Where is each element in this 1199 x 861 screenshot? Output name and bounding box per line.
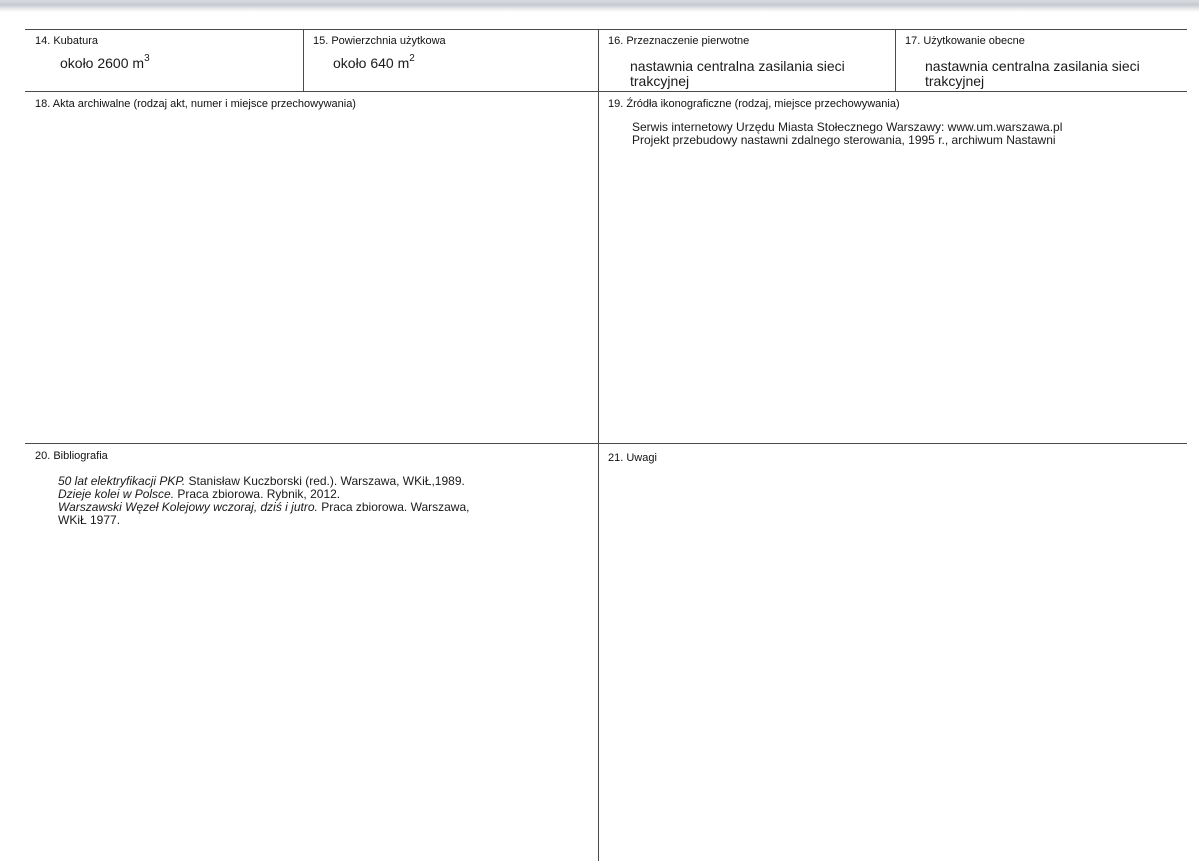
bibliography-title: Dzieje kolei w Polsce. — [58, 487, 175, 501]
bibliography-details: Stanisław Kuczborski (red.). Warszawa, WKiŁ,1989. — [185, 474, 465, 488]
bibliography-details: Praca zbiorowa. Warszawa, — [317, 500, 470, 514]
field-17-value: nastawnia centralna zasilania sieci trakcyjnej — [925, 58, 1140, 89]
col-divider-16-17 — [895, 29, 896, 91]
col-divider-14-15 — [303, 29, 304, 91]
zrodlo-line: Projekt przebudowy nastawni zdalnego sterowania, 1995 r., archiwum Nastawni — [632, 133, 1056, 147]
powierzchnia-sup: 2 — [409, 53, 415, 65]
field-14-value — [60, 53, 150, 71]
bibliography-title: 50 lat elektryfikacji PKP. — [58, 474, 186, 488]
bibliography-details: Praca zbiorowa. Rybnik, 2012. — [174, 487, 341, 501]
kubatura-text: około 2600 m — [60, 55, 145, 71]
bibliography-list — [58, 475, 469, 527]
field-18-label: 18. Akta archiwalne (rodzaj akt, numer i miejsce przechowywania) — [35, 98, 356, 110]
field-15-label: 15. Powierzchnia użytkowa — [313, 35, 446, 47]
kubatura-sup: 3 — [144, 53, 150, 65]
field-19-content — [632, 121, 1062, 147]
col-divider-main — [598, 29, 599, 861]
field-19-label: 19. Źródła ikonograficzne (rodzaj, miejsce przechowywania) — [608, 98, 900, 110]
scan-edge-shadow — [0, 0, 1199, 12]
field-15-value — [333, 53, 415, 71]
field-17-label: 17. Użytkowanie obecne — [905, 35, 1025, 47]
bibliography-details: WKiŁ 1977. — [58, 513, 121, 527]
top-border — [25, 29, 1187, 30]
powierzchnia-text: około 640 m — [333, 55, 410, 71]
bibliography-entry — [58, 514, 469, 527]
row1-bottom-border — [25, 91, 1187, 92]
field-16-label: 16. Przeznaczenie pierwotne — [608, 35, 750, 47]
row2-bottom-border — [25, 443, 1187, 444]
field-21-label: 21. Uwagi — [608, 452, 657, 464]
bibliography-title: Warszawski Węzeł Kolejowy wczoraj, dziś i jutro. — [58, 500, 318, 514]
field-14-label: 14. Kubatura — [35, 35, 98, 47]
field-20-label: 20. Bibliografia — [35, 450, 108, 462]
field-16-value: nastawnia centralna zasilania sieci trakcyjnej — [630, 58, 845, 89]
zrodlo-line: Serwis internetowy Urzędu Miasta Stołecznego Warszawy: www.um.warszawa.pl — [632, 120, 1063, 134]
